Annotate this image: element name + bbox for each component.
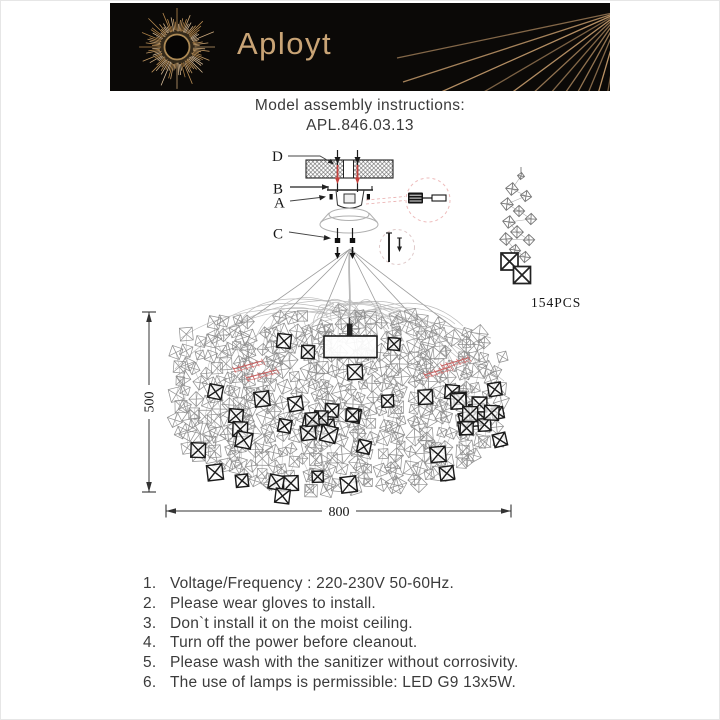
instruction-item	[143, 614, 603, 634]
dimension-height	[142, 312, 158, 492]
instruction-text: Voltage/Frequency : 220-230V 50-60Hz.	[170, 575, 454, 592]
label-b: B	[273, 181, 284, 198]
instruction-text: Turn off the power before cleanout.	[170, 634, 418, 652]
wire-connector-detail	[366, 178, 450, 222]
instruction-text: Please wear gloves to install.	[170, 594, 376, 612]
instruction-text: Don`t install it on the moist ceiling.	[170, 614, 413, 632]
width-value: 800	[328, 504, 350, 520]
instruction-number: 4.	[143, 634, 157, 652]
instruction-number: 6.	[143, 673, 157, 691]
instruction-item	[143, 653, 603, 673]
model-number: APL.846.03.13	[306, 116, 414, 134]
instruction-item	[143, 574, 603, 594]
parts-count-label: 154PCS	[531, 295, 582, 310]
label-a: A	[274, 195, 285, 212]
instruction-text: The use of lamps is permissible: LED G9 13x5W.	[170, 673, 517, 691]
brand-wordmark: Aployt	[237, 26, 333, 61]
instruction-item	[143, 633, 603, 653]
instruction-text: Please wash with the sanitizer without corrosivity.	[170, 654, 519, 672]
crystal-strand-sample	[500, 167, 537, 284]
instruction-number: 5.	[143, 654, 157, 672]
sheet-title: Model assembly instructions:	[254, 97, 466, 114]
height-value: 500	[142, 391, 158, 413]
instruction-item	[143, 673, 603, 693]
instruction-item	[143, 594, 603, 614]
screw-detail	[380, 230, 415, 265]
dimension-width	[166, 505, 511, 520]
label-d: D	[272, 149, 283, 165]
instruction-number: 2.	[143, 594, 157, 612]
instruction-number: 3.	[143, 614, 157, 632]
instruction-number: 1.	[143, 575, 157, 592]
instruction-list	[143, 574, 603, 693]
label-c: C	[273, 226, 284, 243]
ceiling-mount	[306, 150, 393, 259]
